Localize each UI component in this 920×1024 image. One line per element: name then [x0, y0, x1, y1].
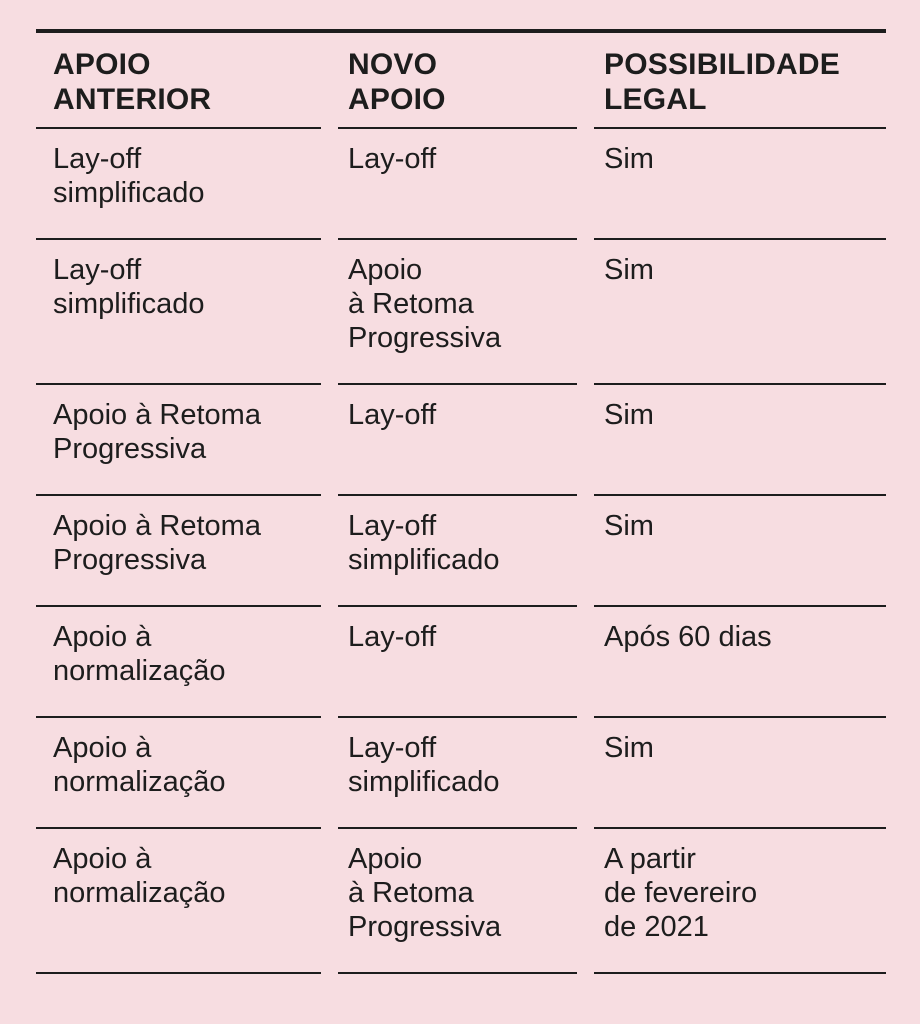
cell-line: Apoio [348, 843, 423, 875]
cell-line: Lay-off [348, 143, 437, 175]
cell-line: Sim [604, 732, 654, 764]
cell-novo-apoio [338, 607, 594, 718]
cell-line: Progressiva [53, 433, 207, 465]
table-row [36, 240, 886, 385]
cell-line: Sim [604, 510, 654, 542]
cell-line: Lay-off [348, 621, 437, 653]
header-line: LEGAL [604, 83, 707, 116]
cell-line: simplificado [348, 766, 500, 798]
cell-possibilidade-legal [594, 385, 886, 496]
header-line: APOIO [348, 83, 446, 116]
cell-line: à Retoma [348, 877, 474, 909]
cell-line: normalização [53, 877, 226, 909]
table-row [36, 496, 886, 607]
header-row [36, 33, 886, 129]
cell-novo-apoio [338, 829, 594, 974]
cell-line: de 2021 [604, 911, 709, 943]
table-row [36, 829, 886, 974]
cell-line: normalização [53, 655, 226, 687]
cell-line: Sim [604, 399, 654, 431]
table-row [36, 718, 886, 829]
cell-line: Lay-off [53, 143, 142, 175]
cell-apoio-anterior [36, 240, 338, 385]
cell-line: Sim [604, 143, 654, 175]
cell-line: Lay-off [348, 732, 437, 764]
cell-apoio-anterior [36, 718, 338, 829]
cell-possibilidade-legal [594, 129, 886, 240]
cell-possibilidade-legal [594, 240, 886, 385]
cell-novo-apoio [338, 129, 594, 240]
cell-novo-apoio [338, 240, 594, 385]
cell-line: Lay-off [53, 254, 142, 286]
cell-novo-apoio [338, 718, 594, 829]
header-apoio-anterior [36, 33, 338, 129]
cell-line: simplificado [53, 177, 205, 209]
cell-novo-apoio [338, 496, 594, 607]
cell-line: normalização [53, 766, 226, 798]
cell-line: Apoio [348, 254, 423, 286]
table-row [36, 385, 886, 496]
cell-line: Após 60 dias [604, 621, 772, 653]
cell-apoio-anterior [36, 496, 338, 607]
cell-line: Apoio à [53, 621, 152, 653]
support-transition-table [36, 33, 886, 974]
cell-line: Progressiva [53, 544, 207, 576]
header-line: POSSIBILIDADE [604, 48, 840, 81]
cell-line: Apoio à [53, 732, 152, 764]
cell-line: simplificado [348, 544, 500, 576]
cell-possibilidade-legal [594, 607, 886, 718]
header-possibilidade-legal [594, 33, 886, 129]
cell-novo-apoio [338, 385, 594, 496]
table-row [36, 129, 886, 240]
cell-line: A partir [604, 843, 696, 875]
cell-apoio-anterior [36, 129, 338, 240]
cell-possibilidade-legal [594, 718, 886, 829]
cell-line: Apoio à Retoma [53, 510, 261, 542]
cell-line: Apoio à [53, 843, 152, 875]
cell-possibilidade-legal [594, 496, 886, 607]
header-line: ANTERIOR [53, 83, 212, 116]
header-line: APOIO [53, 48, 151, 81]
cell-apoio-anterior [36, 607, 338, 718]
cell-line: Progressiva [348, 322, 502, 354]
cell-apoio-anterior [36, 829, 338, 974]
cell-line: simplificado [53, 288, 205, 320]
cell-line: Apoio à Retoma [53, 399, 261, 431]
table-row [36, 607, 886, 718]
header-line: NOVO [348, 48, 438, 81]
cell-line: de fevereiro [604, 877, 758, 909]
cell-line: Lay-off [348, 399, 437, 431]
cell-line: Lay-off [348, 510, 437, 542]
cell-possibilidade-legal [594, 829, 886, 974]
header-novo-apoio [338, 33, 594, 129]
cell-apoio-anterior [36, 385, 338, 496]
cell-line: Progressiva [348, 911, 502, 943]
cell-line: Sim [604, 254, 654, 286]
cell-line: à Retoma [348, 288, 474, 320]
